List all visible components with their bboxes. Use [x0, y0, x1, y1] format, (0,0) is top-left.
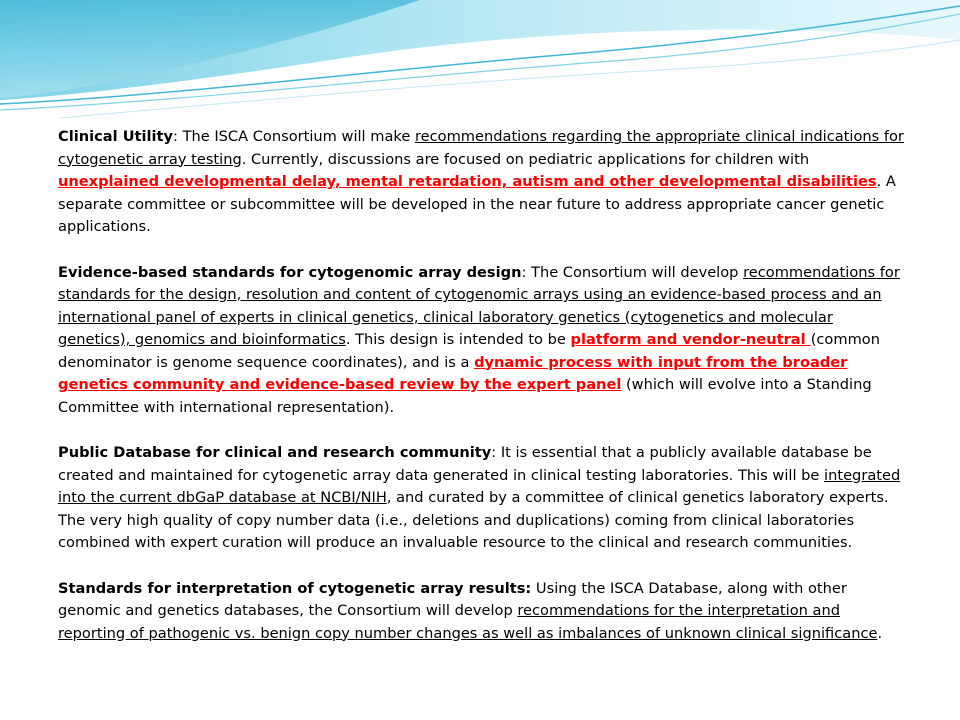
highlight-platform-vendor-neutral: platform and vendor-neutral — [570, 331, 811, 348]
text-segment: (which will evolve into a Standing Committee with international representation). — [58, 376, 872, 416]
content-body — [58, 126, 908, 668]
text-segment: : The ISCA Consortium will make — [173, 128, 415, 145]
wave-banner-decoration — [0, 0, 960, 120]
highlight-developmental-disabilities: unexplained developmental delay, mental retardation, autism and other developmental disabilities — [58, 173, 877, 190]
text-segment: . Currently, discussions are focused on pediatric applications for children with — [241, 150, 810, 168]
paragraph-public-database — [58, 442, 908, 555]
text-segment: : The Consortium will develop — [521, 263, 744, 281]
underlined-recommendations-interpretation: recommendations for the interpretation and reporting of pathogenic vs. benign copy number changes as well as imbalances of unknown clinical significance — [58, 602, 878, 642]
highlight-dynamic-process: dynamic process with input from the broader genetics community and evidence-based review by the expert panel — [58, 353, 848, 393]
heading-evidence-based: Evidence-based standards for cytogenomic array design — [58, 263, 522, 281]
text-segment: . — [877, 624, 883, 642]
text-segment: . A separate committee or subcommittee will be developed in the near future to address appropriate cancer genetic applications. — [58, 173, 896, 235]
underlined-dbgap-integration: integrated into the current dbGaP database at NCBI/NIH — [58, 466, 901, 506]
text-segment: Using the ISCA Database, along with other genomic and genetics databases, the Consortium will develop — [58, 579, 847, 619]
text-segment: , and curated by a committee of clinical genetics laboratory experts. The very high quality of copy number data (i.e., deletions and duplications) coming from clinical laboratories combined with expert curation will produce an invaluable resource to the clinical and research communities. — [58, 489, 889, 551]
underlined-recommendations-standards: recommendations for standards for the design, resolution and content of cytogenomic arrays using an evidence-based process and an international panel of experts in clinical genetics, clinical laboratory genetics (cytogenetics and molecular genetics), genomics and bioinformatics — [58, 263, 900, 348]
heading-clinical-utility: Clinical Utility — [58, 128, 174, 145]
paragraph-clinical-utility — [58, 126, 908, 239]
paragraph-standards-interpretation — [58, 578, 908, 646]
paragraph-evidence-based — [58, 262, 908, 420]
underlined-recommendations-clinical-indications: recommendations regarding the appropriate clinical indications for cytogenetic array testing — [58, 128, 904, 168]
text-segment: (common denominator is genome sequence coordinates), and is a — [58, 331, 880, 371]
heading-standards-interpretation: Standards for interpretation of cytogenetic array results: — [58, 579, 532, 597]
heading-public-database: Public Database for clinical and research community — [58, 444, 492, 461]
text-segment: . This design is intended to be — [345, 331, 571, 348]
text-segment: : It is essential that a publicly available database be created and maintained for cytogenetic array data generated in clinical testing laboratories. This will be — [58, 444, 872, 484]
